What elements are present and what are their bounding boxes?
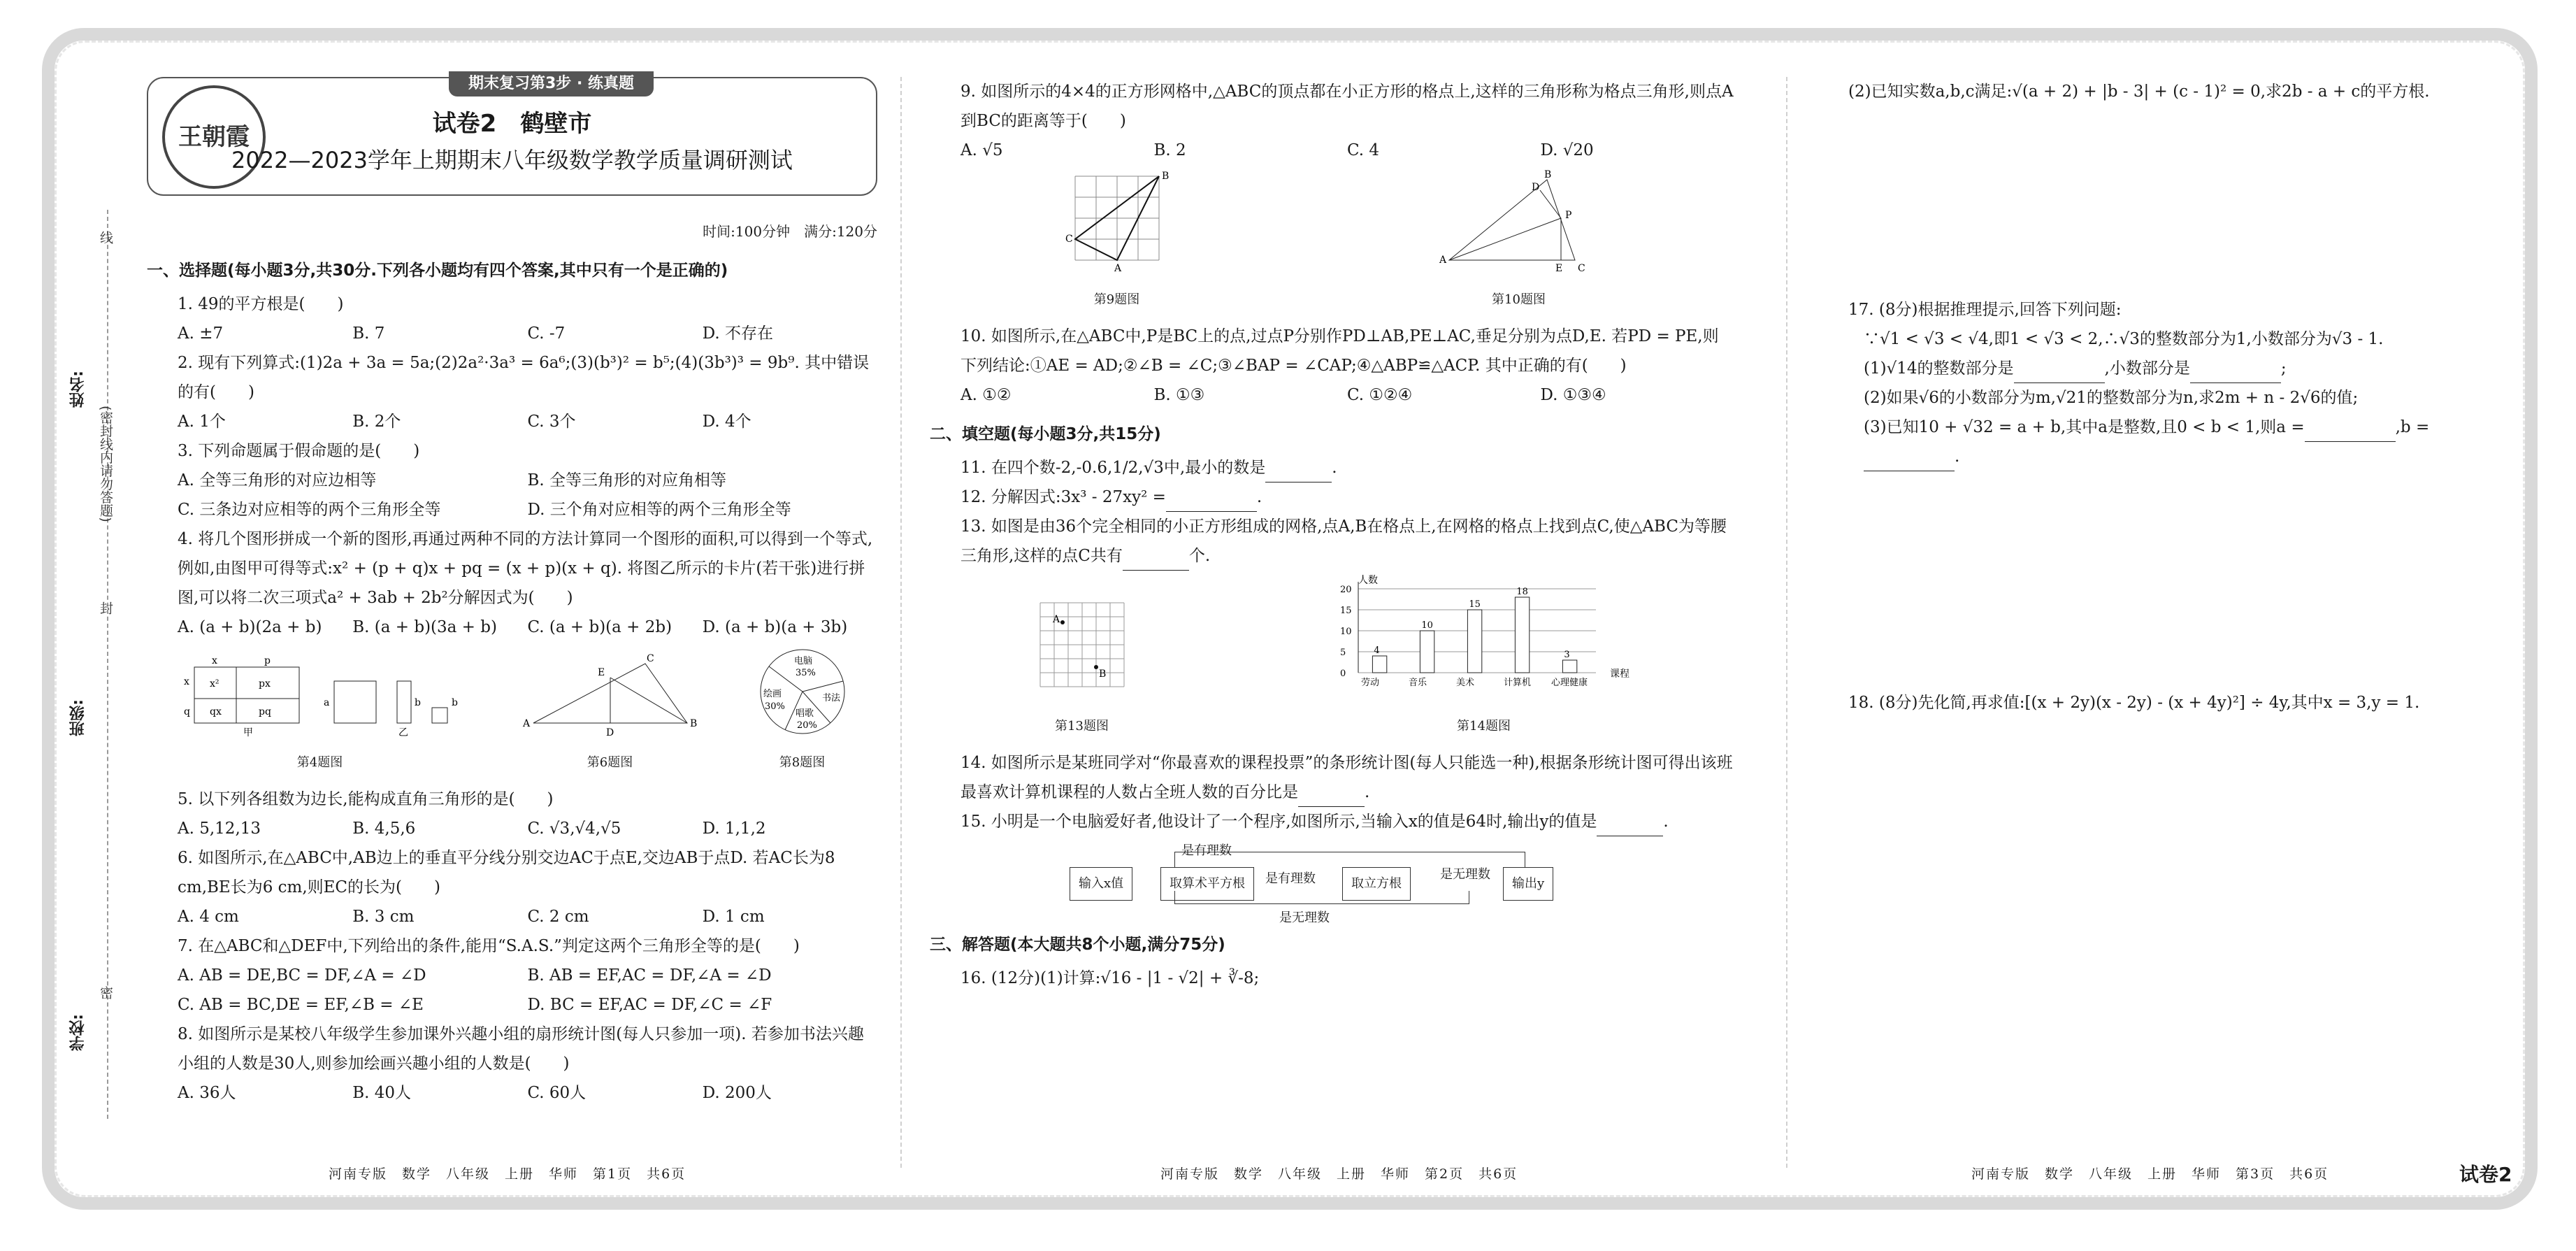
answer-blank[interactable] — [2305, 422, 2396, 442]
option[interactable]: C. 4 — [1347, 141, 1380, 159]
flow-output: 输出y — [1503, 867, 1553, 901]
question-13-tail: 个. — [1188, 547, 1211, 565]
question-15-text: 15. 小明是一个电脑爱好者,他设计了一个程序,如图所示,当输入x的值是64时,输出y的值是 — [960, 813, 1597, 831]
option[interactable]: B. 2个 — [352, 413, 401, 431]
fig6-label: A — [522, 718, 530, 729]
question-1: 1. 49的平方根是( ) — [178, 295, 344, 313]
question-4-options — [147, 613, 877, 642]
figures-13-14 — [930, 575, 1734, 741]
question-7-options — [147, 961, 877, 1020]
question-8: 8. 如图所示是某校八年级学生参加课外兴趣小组的扇形统计图(每人只参加一项). 若参加书法兴趣小组的人数是30人,则参加绘画兴趣小组的人数是( ) — [178, 1025, 864, 1073]
fig10-label: B — [1544, 169, 1551, 180]
x-tick-label: 心理健康 — [1550, 678, 1588, 688]
class-label: 班级: — [69, 699, 87, 736]
flow-cbrt: 取立方根 — [1342, 867, 1411, 901]
fig4-label: x — [211, 655, 217, 666]
option[interactable]: D. BC = EF,AC = DF,∠C = ∠F — [527, 996, 772, 1014]
fig9-label: A — [1114, 263, 1121, 274]
option[interactable]: C. 60人 — [527, 1084, 587, 1102]
answer-blank[interactable] — [1864, 451, 1955, 471]
figure-8 — [754, 646, 851, 778]
pie-label: 书法 — [821, 693, 840, 703]
option[interactable]: D. 4个 — [702, 413, 751, 431]
column-2 — [930, 77, 1734, 993]
question-16-part-2: (2)已知实数a,b,c满足:√(a + 2) + |b - 3| + (c - 1)² = 0,求2b - a + c的平方根. — [1848, 83, 2430, 101]
seal-line-char: 线 — [98, 231, 113, 244]
section-2-title: 二、填空题(每小题3分,共15分) — [930, 425, 1161, 443]
bar-value-label: 10 — [1420, 620, 1433, 631]
option[interactable]: A. 1个 — [178, 413, 226, 431]
logo-text: 王朝霞 — [178, 123, 250, 151]
option[interactable]: C. ①②④ — [1347, 386, 1413, 404]
pie-label: 电脑 — [793, 656, 812, 666]
question-13-text: 13. 如图是由36个完全相同的小正方形组成的网格,点A,B在格点上,在网格的格点上找到点C,使△ABC为等腰三角形,这样的点C共有 — [960, 517, 1727, 565]
figures-9-10 — [930, 169, 1734, 315]
page-footer-3: 河南专版 数学 八年级 上册 华师 第3页 共6页 — [1971, 1166, 2329, 1182]
question-1-options — [147, 319, 877, 348]
question-14: 14. 如图所示是某班同学对“你最喜欢的课程投票”的条形统计图(每人只能选一种),根据条形统计图可得出该班最喜欢计算机课程的人数占全班人数的百分比是 . — [930, 748, 1734, 807]
answer-blank[interactable] — [1265, 462, 1332, 482]
option[interactable]: C. 2 cm — [527, 908, 589, 926]
answer-blank[interactable] — [1123, 550, 1189, 571]
page-footer-2: 河南专版 数学 八年级 上册 华师 第2页 共6页 — [1160, 1166, 1518, 1182]
option[interactable]: A. AB = DE,BC = DF,∠A = ∠D — [178, 966, 426, 985]
fig10-label: P — [1564, 210, 1571, 221]
y-tick-label: 10 — [1339, 627, 1352, 637]
seal-note: (密封线内请勿答题) — [98, 406, 113, 522]
paper-title: 试卷2 鹤壁市 — [432, 110, 592, 138]
fig4-label: b — [414, 697, 421, 708]
question-17-part-1-end: ; — [2280, 359, 2287, 378]
answer-space[interactable] — [1818, 106, 2517, 295]
option[interactable]: C. -7 — [527, 324, 566, 343]
question-16: 16. (12分)(1)计算:√16 - |1 - √2| + ∛-8; — [960, 969, 1260, 987]
page-footer-1: 河南专版 数学 八年级 上册 华师 第1页 共6页 — [329, 1166, 686, 1182]
figure-8-caption: 第8题图 — [779, 755, 826, 770]
figure-6-diagram — [519, 653, 701, 737]
column-3 — [1818, 77, 2517, 717]
figure-4-caption: 第4题图 — [296, 755, 343, 770]
question-2-options — [147, 407, 877, 436]
option[interactable]: B. 40人 — [352, 1084, 412, 1102]
figure-10-diagram — [1435, 169, 1603, 274]
fig13-label: A — [1052, 614, 1060, 625]
bar — [1467, 610, 1481, 673]
fig6-label: B — [689, 718, 697, 729]
x-tick-label: 劳动 — [1360, 678, 1379, 688]
figure-14-bar-chart — [1330, 575, 1638, 701]
bar-value-label: 4 — [1373, 645, 1380, 656]
column-divider-2 — [1786, 77, 1787, 1168]
question-17-part-3-mid: ,b = — [2395, 418, 2430, 436]
bar — [1372, 656, 1386, 673]
question-17-part-3-end: . — [1955, 448, 1960, 466]
x-tick-label: 计算机 — [1503, 678, 1531, 688]
option[interactable]: D. 1,1,2 — [702, 820, 766, 838]
figure-9 — [1061, 169, 1173, 315]
figure-10-caption: 第10题图 — [1492, 292, 1546, 307]
chart-xlabel: 课程 — [1609, 669, 1629, 680]
fig9-label: C — [1065, 234, 1073, 245]
question-17-part-3-text: (3)已知10 + √32 = a + b,其中a是整数,且0 < b < 1,则a = — [1864, 418, 2305, 436]
option[interactable]: A. 全等三角形的对应边相等 — [178, 471, 377, 489]
option[interactable]: D. 不存在 — [702, 324, 773, 343]
option[interactable]: C. (a + b)(a + 2b) — [527, 618, 672, 636]
paper-header — [147, 77, 877, 196]
figure-13-grid — [1026, 589, 1138, 701]
bar — [1562, 660, 1576, 673]
y-tick-label: 0 — [1339, 669, 1346, 679]
figure-9-caption: 第9题图 — [1093, 292, 1140, 307]
option[interactable]: B. 3 cm — [352, 908, 415, 926]
option[interactable]: D. (a + b)(a + 3b) — [702, 618, 848, 636]
option[interactable]: C. AB = BC,DE = EF,∠B = ∠E — [178, 996, 424, 1014]
question-5: 5. 以下列各组数为边长,能构成直角三角形的是( ) — [178, 790, 554, 808]
question-17-part-1-text: (1)√14的整数部分是 — [1864, 359, 2014, 378]
figure-13-caption: 第13题图 — [1055, 719, 1109, 734]
fig6-label: C — [646, 653, 654, 664]
question-3-options — [147, 466, 877, 524]
fig4-label: 甲 — [243, 727, 253, 737]
question-11: 11. 在四个数-2,-0.6,1/2,√3中,最小的数是 . — [930, 453, 1734, 482]
flow-label: 是无理数 — [1279, 910, 1330, 925]
question-13 — [930, 512, 1734, 571]
question-7: 7. 在△ABC和△DEF中,下列给出的条件,能用“S.A.S.”判定这两个三角形全等的是( ) — [178, 937, 800, 955]
fig10-label: A — [1439, 255, 1446, 266]
fig6-label: E — [597, 667, 605, 678]
figure-14-caption: 第14题图 — [1457, 719, 1511, 734]
question-17-hint: ∵√1 < √3 < √4,即1 < √3 < 2,∴√3的整数部分为1,小数部分为√3 - 1. — [1864, 330, 2384, 348]
fig4-label: qx — [209, 706, 222, 717]
question-17: 17. (8分)根据推理提示,回答下列问题: — [1848, 301, 2122, 319]
answer-blank[interactable] — [1298, 787, 1365, 807]
pie-label: 35% — [795, 668, 816, 678]
figure-6 — [519, 653, 701, 778]
pie-label: 30% — [764, 701, 785, 712]
x-tick-label: 音乐 — [1408, 678, 1427, 688]
figures-4-6-8 — [147, 646, 877, 778]
option[interactable]: D. 1 cm — [702, 908, 765, 926]
fig4-label: 乙 — [398, 727, 408, 737]
fig10-label: C — [1577, 263, 1585, 274]
option[interactable]: A. ±7 — [178, 324, 224, 343]
question-10: 10. 如图所示,在△ABC中,P是BC上的点,过点P分别作PD⊥AB,PE⊥AC,垂足分别为点D,E. 若PD = PE,则下列结论:①AE = AD;②∠B = ∠C;③∠BAP = ∠CAP;④△ABP≌△ACP. 其中正确的有( ) — [960, 327, 1719, 375]
question-11-text: 11. 在四个数-2,-0.6,1/2,√3中,最小的数是 — [960, 459, 1266, 477]
fig6-label: D — [605, 727, 614, 737]
question-18: 18. (8分)先化简,再求值:[(x + 2y)(x - 2y) - (x + 4y)²] ÷ 4y,其中x = 3,y = 1. — [1848, 694, 2420, 712]
question-8-options — [147, 1078, 877, 1108]
figure-9-grid — [1061, 169, 1173, 274]
fig4-label: pq — [258, 706, 271, 717]
bar-value-label: 18 — [1516, 587, 1528, 597]
question-10-options — [930, 380, 1734, 410]
school-label: 学校: — [69, 1014, 87, 1051]
option[interactable]: C. √3,√4,√5 — [527, 820, 621, 838]
chart-ylabel: 人数 — [1358, 575, 1378, 586]
question-17-part-2: (2)如果√6的小数部分为m,√21的整数部分为n,求2m + n - 2√6的值; — [1864, 389, 2359, 407]
option[interactable]: B. 4,5,6 — [352, 820, 416, 838]
option[interactable]: B. 2 — [1153, 141, 1186, 159]
bar — [1420, 631, 1434, 673]
option[interactable]: B. (a + b)(3a + b) — [352, 618, 497, 636]
question-2: 2. 现有下列算式:(1)2a + 3a = 5a;(2)2a²·3a³ = 6a⁶;(3)(b³)² = b⁵;(4)(3b³)³ = 9b⁹. 其中错误的有( ) — [178, 354, 870, 401]
seal-char: 封 — [98, 601, 113, 615]
figure-4 — [173, 653, 467, 778]
pie-label: 20% — [796, 720, 817, 731]
fig4-label: a — [323, 697, 329, 708]
header-tab: 期末复习第3步 · 练真题 — [449, 71, 654, 96]
column-divider-1 — [900, 77, 902, 1168]
question-6-options — [147, 902, 877, 931]
option[interactable]: B. ①③ — [1153, 386, 1205, 404]
option[interactable]: A. ①② — [960, 386, 1012, 404]
binding-sidebar — [63, 210, 113, 1119]
bar-value-label: 15 — [1468, 599, 1481, 610]
y-tick-label: 5 — [1339, 648, 1346, 658]
question-12: 12. 分解因式:3x³ - 27xy² = . — [930, 482, 1734, 512]
answer-blank[interactable] — [1597, 816, 1663, 836]
section-1-title: 一、选择题(每小题3分,共30分.下列各小题均有四个答案,其中只有一个是正确的) — [147, 262, 728, 280]
flow-label: 是有理数 — [1181, 843, 1232, 858]
paper-number-tag: 试卷2 — [2459, 1163, 2512, 1186]
answer-blank[interactable] — [2014, 363, 2105, 383]
fig4-label: px — [258, 678, 271, 689]
figure-4-diagram — [173, 653, 467, 737]
option[interactable]: C. 3个 — [527, 413, 576, 431]
column-1 — [147, 77, 877, 1108]
fig4-label: x² — [209, 678, 220, 689]
name-label: 姓名: — [69, 371, 87, 408]
answer-space[interactable] — [1818, 471, 2517, 688]
flowchart — [930, 836, 1734, 925]
bar — [1515, 597, 1529, 673]
answer-blank[interactable] — [1166, 492, 1257, 512]
option[interactable]: A. 36人 — [178, 1084, 236, 1102]
question-15: 15. 小明是一个电脑爱好者,他设计了一个程序,如图所示,当输入x的值是64时,输出y的值是 . — [930, 807, 1734, 836]
question-17-part-3 — [1818, 413, 2517, 471]
answer-blank[interactable] — [2190, 363, 2281, 383]
option[interactable]: B. 全等三角形的对应角相等 — [527, 471, 727, 489]
time-and-score: 时间:100分钟 满分:120分 — [703, 223, 877, 240]
question-9-options — [930, 136, 1734, 165]
fig4-label: b — [451, 697, 458, 708]
y-tick-label: 20 — [1339, 585, 1352, 595]
question-6: 6. 如图所示,在△ABC中,AB边上的垂直平分线分别交边AC于点E,交边AB于点D. 若AC长为8 cm,BE长为6 cm,则EC的长为( ) — [178, 849, 835, 896]
option[interactable]: D. 200人 — [702, 1084, 772, 1102]
fig4-label: q — [183, 706, 190, 717]
seal-line — [107, 210, 108, 1119]
fig4-label: p — [264, 655, 271, 666]
fig13-label: B — [1098, 669, 1106, 680]
option[interactable]: D. 三个角对应相等的两个三角形全等 — [527, 501, 791, 519]
option[interactable]: A. (a + b)(2a + b) — [178, 618, 322, 636]
question-5-options — [147, 814, 877, 843]
option[interactable]: C. 三条边对应相等的两个三角形全等 — [178, 501, 441, 519]
flow-label: 是无理数 — [1440, 867, 1490, 882]
question-17-part-1-mid: ,小数部分是 — [2104, 359, 2190, 378]
fig4-label: x — [183, 676, 189, 687]
option[interactable]: A. 5,12,13 — [178, 820, 261, 838]
fig10-label: D — [1531, 182, 1539, 193]
question-3: 3. 下列命题属于假命题的是( ) — [178, 442, 420, 460]
question-4: 4. 将几个图形拼成一个新的图形,再通过两种不同的方法计算同一个图形的面积,可以得到一个等式,例如,由图甲可得等式:x² + (p + q)x + pq = (x + p)(x + q). 将图乙所示的卡片(若干张)进行拼图,可以将二次三项式a² + 3ab + 2b²分解因式为( ) — [178, 530, 873, 607]
option[interactable]: B. AB = EF,AC = DF,∠A = ∠D — [527, 966, 772, 985]
figure-10 — [1435, 169, 1603, 315]
y-tick-label: 15 — [1339, 606, 1352, 616]
flow-label: 是有理数 — [1265, 871, 1316, 886]
flow-sqrt: 取算术平方根 — [1160, 867, 1254, 901]
question-17-part-1 — [1818, 354, 2517, 383]
flow-arrow-bottom — [1174, 891, 1469, 904]
secret-char: 密 — [98, 986, 113, 999]
question-12-text: 12. 分解因式:3x³ - 27xy² = — [960, 488, 1166, 506]
fig10-label: E — [1555, 263, 1562, 274]
option[interactable]: D. √20 — [1540, 141, 1594, 159]
flow-input: 输入x值 — [1070, 867, 1132, 901]
section-3-title: 三、解答题(本大题共8个小题,满分75分) — [930, 936, 1225, 954]
figure-6-caption: 第6题图 — [587, 755, 633, 770]
option[interactable]: A. 4 cm — [178, 908, 239, 926]
x-tick-label: 美术 — [1455, 678, 1474, 688]
question-14-text: 14. 如图所示是某班同学对“你最喜欢的课程投票”的条形统计图(每人只能选一种),根据条形统计图可得出该班最喜欢计算机课程的人数占全班人数的百分比是 — [960, 754, 1733, 801]
question-9: 9. 如图所示的4×4的正方形网格中,△ABC的顶点都在小正方形的格点上,这样的三角形称为格点三角形,则点A到BC的距离等于( ) — [960, 83, 1734, 130]
figure-14 — [1330, 575, 1638, 741]
option[interactable]: B. 7 — [352, 324, 385, 343]
pie-label: 唱歌 — [795, 708, 814, 719]
pie-label: 绘画 — [763, 689, 782, 699]
option[interactable]: A. √5 — [960, 141, 1003, 159]
bar-value-label: 3 — [1563, 650, 1570, 660]
option[interactable]: D. ①③④ — [1540, 386, 1606, 404]
fig9-label: B — [1161, 171, 1169, 182]
paper-subtitle: 2022—2023学年上期期末八年级数学教学质量调研测试 — [231, 147, 793, 173]
figure-13 — [1026, 589, 1138, 741]
figure-8-pie — [754, 646, 851, 737]
